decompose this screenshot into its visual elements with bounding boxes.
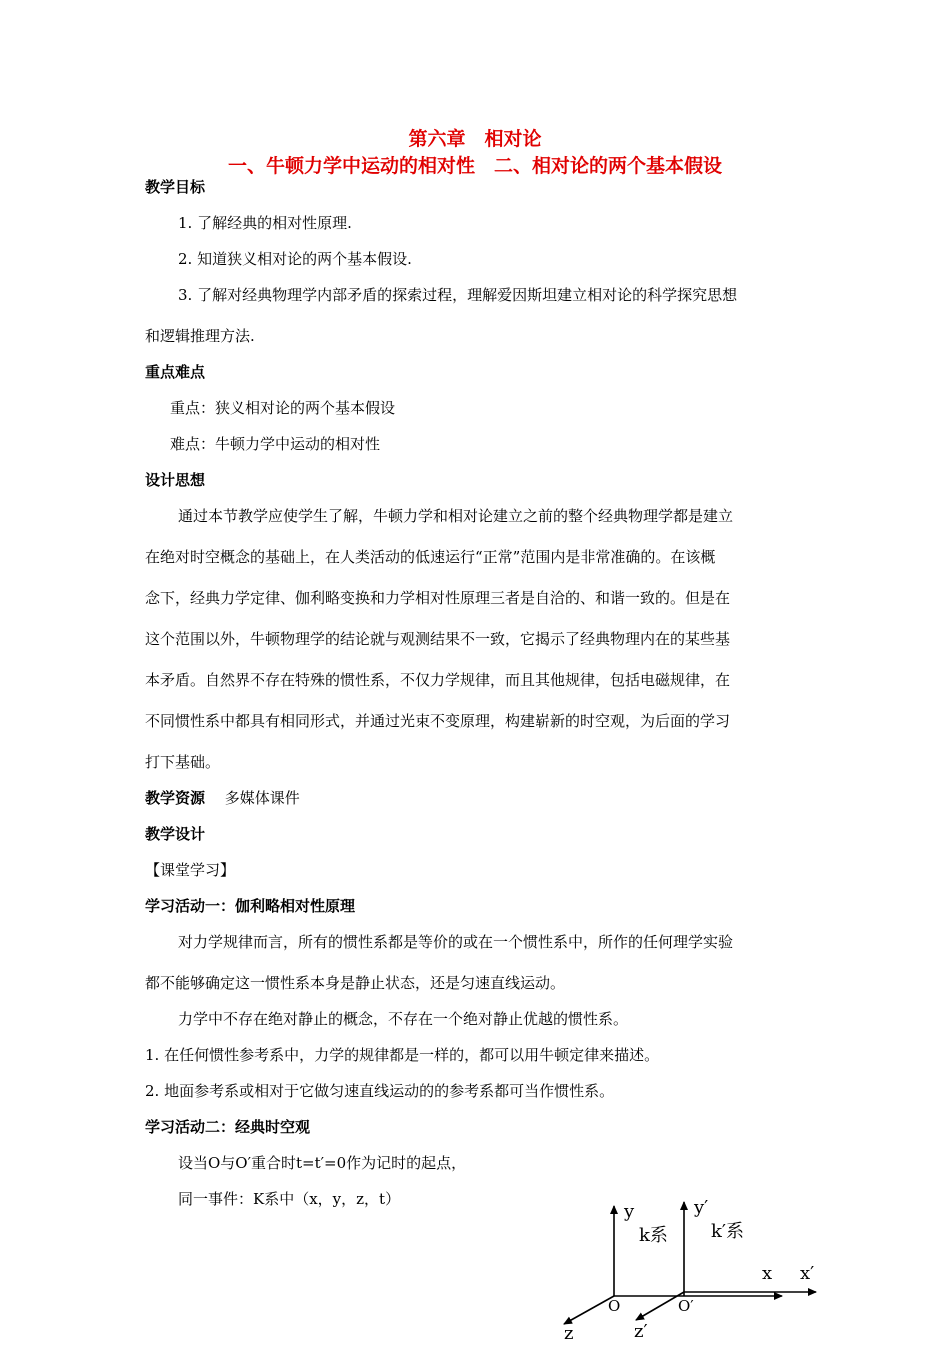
- section-title: 一、牛顿力学中运动的相对性 二、相对论的两个基本假设: [227, 155, 722, 177]
- k-frame-label: k系: [639, 1225, 668, 1246]
- objectives-heading: 教学目标: [145, 178, 206, 196]
- objective-item: 3. 了解对经典物理学内部矛盾的探索过程，理解爱因斯坦建立相对论的科学探究思想: [178, 286, 738, 304]
- classroom-bracket: 【课堂学习】: [145, 861, 236, 879]
- activity2-heading: 学习活动二：经典时空观: [145, 1118, 311, 1136]
- objective-item: 1. 了解经典的相对性原理.: [178, 214, 352, 232]
- x-prime-label: x′: [800, 1263, 815, 1284]
- resources-heading: 教学资源: [145, 789, 206, 807]
- design-paragraph-line: 在绝对时空概念的基础上，在人类活动的低速运行“正常”范围内是非常准确的。在该概: [145, 548, 716, 566]
- origin-o-label: O: [608, 1297, 621, 1315]
- z-axis: [564, 1296, 614, 1324]
- activity1-line: 都不能够确定这一惯性系本身是静止状态，还是匀速直线运动。: [145, 974, 566, 992]
- activity1-heading: 学习活动一：伽利略相对性原理: [145, 897, 356, 915]
- chapter-title: 第六章 相对论: [408, 128, 542, 150]
- key-point: 重点：狭义相对论的两个基本假设: [170, 399, 396, 417]
- design-paragraph-line: 不同惯性系中都具有相同形式，并通过光束不变原理，构建崭新的时空观，为后面的学习: [145, 712, 731, 730]
- y-prime-label: y′: [694, 1197, 709, 1218]
- activity1-line: 力学中不存在绝对静止的概念，不存在一个绝对静止优越的惯性系。: [178, 1010, 629, 1028]
- origin-o-prime-label: O′: [678, 1297, 694, 1315]
- x-label: x: [762, 1263, 773, 1284]
- resources-value: 多媒体课件: [224, 789, 300, 807]
- design-paragraph-line: 通过本节教学应使学生了解，牛顿力学和相对论建立之前的整个经典物理学都是建立: [178, 507, 734, 525]
- activity1-line: 1. 在任何惯性参考系中，力学的规律都是一样的，都可以用牛顿定律来描述。: [145, 1046, 660, 1064]
- design-paragraph-line: 念下，经典力学定律、伽利略变换和力学相对性原理三者是自洽的、和谐一致的。但是在: [145, 589, 731, 607]
- objective-item: 2. 知道狭义相对论的两个基本假设.: [178, 250, 412, 268]
- key-points-heading: 重点难点: [145, 363, 206, 381]
- difficulty-point: 难点：牛顿力学中运动的相对性: [170, 435, 381, 453]
- teaching-design-heading: 教学设计: [145, 825, 206, 843]
- z-label: z: [564, 1323, 574, 1344]
- z-prime-label: z′: [634, 1321, 648, 1342]
- resources-row: [145, 788, 300, 808]
- reference-frames-diagram: [548, 1196, 838, 1344]
- axes-drawing: [548, 1196, 838, 1344]
- design-paragraph-line: 打下基础。: [145, 753, 221, 771]
- activity2-line: 设当O与O′重合时t=t′=0作为记时的起点，: [178, 1154, 467, 1172]
- activity1-line: 对力学规律而言，所有的惯性系都是等价的或在一个惯性系中，所作的任何理学实验: [178, 933, 734, 951]
- y-label: y: [624, 1201, 635, 1222]
- design-heading: 设计思想: [145, 471, 206, 489]
- design-paragraph-line: 这个范围以外，牛顿物理学的结论就与观测结果不一致，它揭示了经典物理内在的某些基: [145, 630, 731, 648]
- design-paragraph-line: 本矛盾。自然界不存在特殊的惯性系，不仅力学规律，而且其他规律，包括电磁规律，在: [145, 671, 731, 689]
- k-prime-frame-label: k′系: [711, 1221, 744, 1242]
- activity1-line: 2. 地面参考系或相对于它做匀速直线运动的的参考系都可当作惯性系。: [145, 1082, 615, 1100]
- objective-item: 和逻辑推理方法.: [145, 327, 255, 345]
- activity2-line: 同一事件：K系中（x，y，z，t）: [178, 1190, 401, 1208]
